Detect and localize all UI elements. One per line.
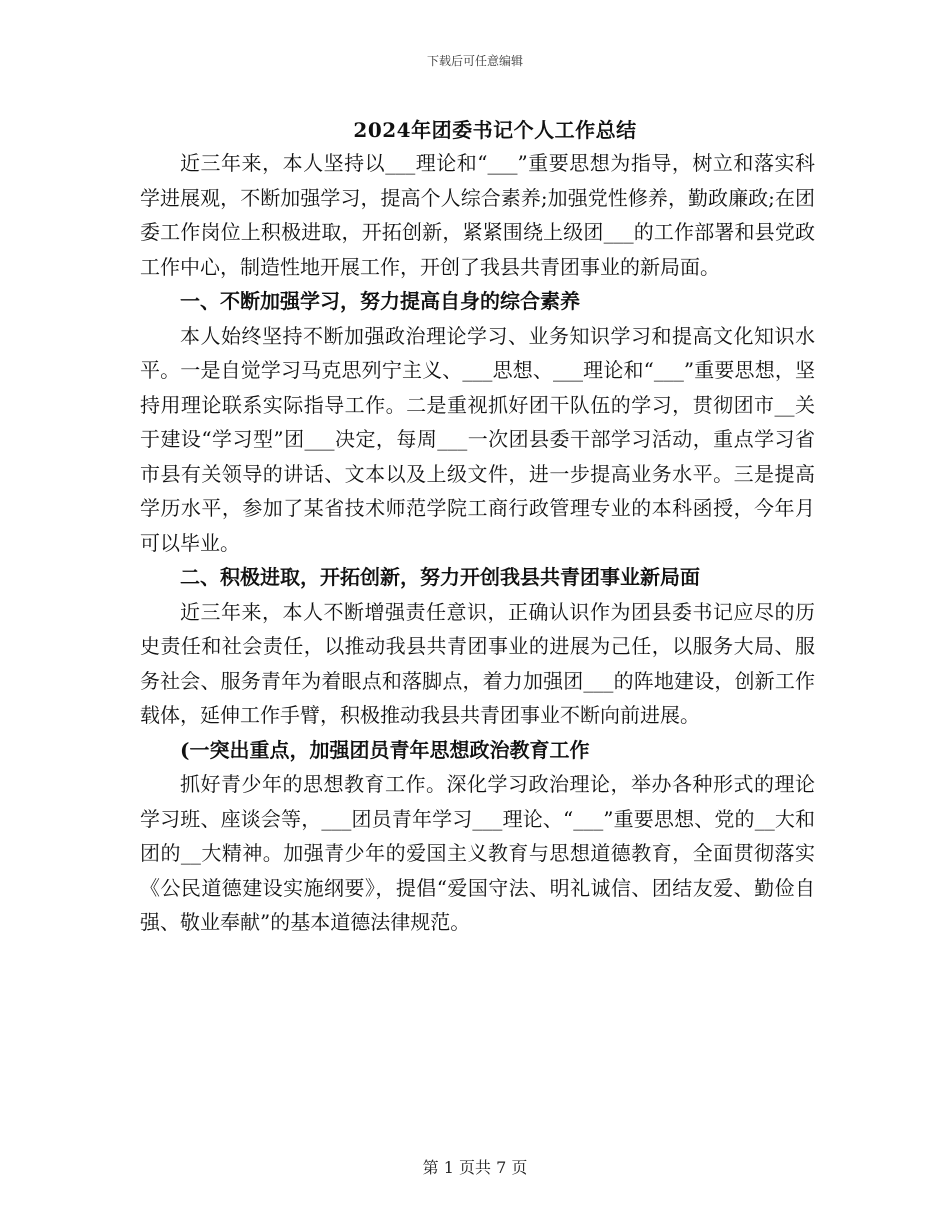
section-heading-1: 一、不断加强学习，努力提高自身的综合素养 (180, 289, 580, 313)
document-body (140, 146, 815, 940)
subsection-heading-1: (一突出重点，加强团员青年思想政治教育工作 (180, 737, 590, 762)
header-note: 下载后可任意编辑 (426, 54, 523, 68)
paragraph-intro: 近三年来，本人坚持以___理论和“___”重要思想为指导，树立和落实科学进展观，不断加强学习，提高个人综合素养;加强党性修养，勤政廉政;在团委工作岗位上积极进取，开拓创新，紧紧围绕上级团___的工作部署和县党政工作中心，制造性地开展工作，开创了我县共青团事业的新局面。 (140, 151, 815, 279)
document-title: 2024年团委书记个人工作总结 (353, 118, 637, 142)
page-footer: 第 1 页共 7 页 (422, 1158, 528, 1177)
paragraph-study: 本人始终坚持不断加强政治理论学习、业务知识学习和提高文化知识水平。一是自觉学习马克思列宁主义、___思想、___理论和“___”重要思想，坚持用理论联系实际指导工作。二是重视抓好团干队伍的学习，贯彻团市__关于建设“学习型”团___决定，每周___一次团县委干部学习活动，重点学习省市县有关领导的讲话、文本以及上级文件，进一步提高业务水平。三是提高学历水平，参加了某省技术师范学院工商行政管理专业的本科函授，今年月可以毕业。 (140, 323, 815, 555)
paragraph-innovation: 近三年来，本人不断增强责任意识，正确认识作为团县委书记应尽的历史责任和社会责任，以推动我县共青团事业的进展为己任，以服务大局、服务社会、服务青年为着眼点和落脚点，着力加强团___的阵地建设，创新工作载体，延伸工作手臂，积极推动我县共青团事业不断向前进展。 (140, 599, 815, 727)
section-heading-2: 二、积极进取，开拓创新，努力开创我县共青团事业新局面 (180, 565, 700, 589)
paragraph-education: 抓好青少年的思想教育工作。深化学习政治理论，举办各种形式的理论学习班、座谈会等，___团员青年学习___理论、“___”重要思想、党的__大和团的__大精神。加强青少年的爱国主义教育与思想道德教育，全面贯彻落实《公民道德建设实施纲要》，提倡“爱国守法、明礼诚信、团结友爱、勤俭自强、敬业奉献”的基本道德法律规范。 (140, 772, 815, 934)
